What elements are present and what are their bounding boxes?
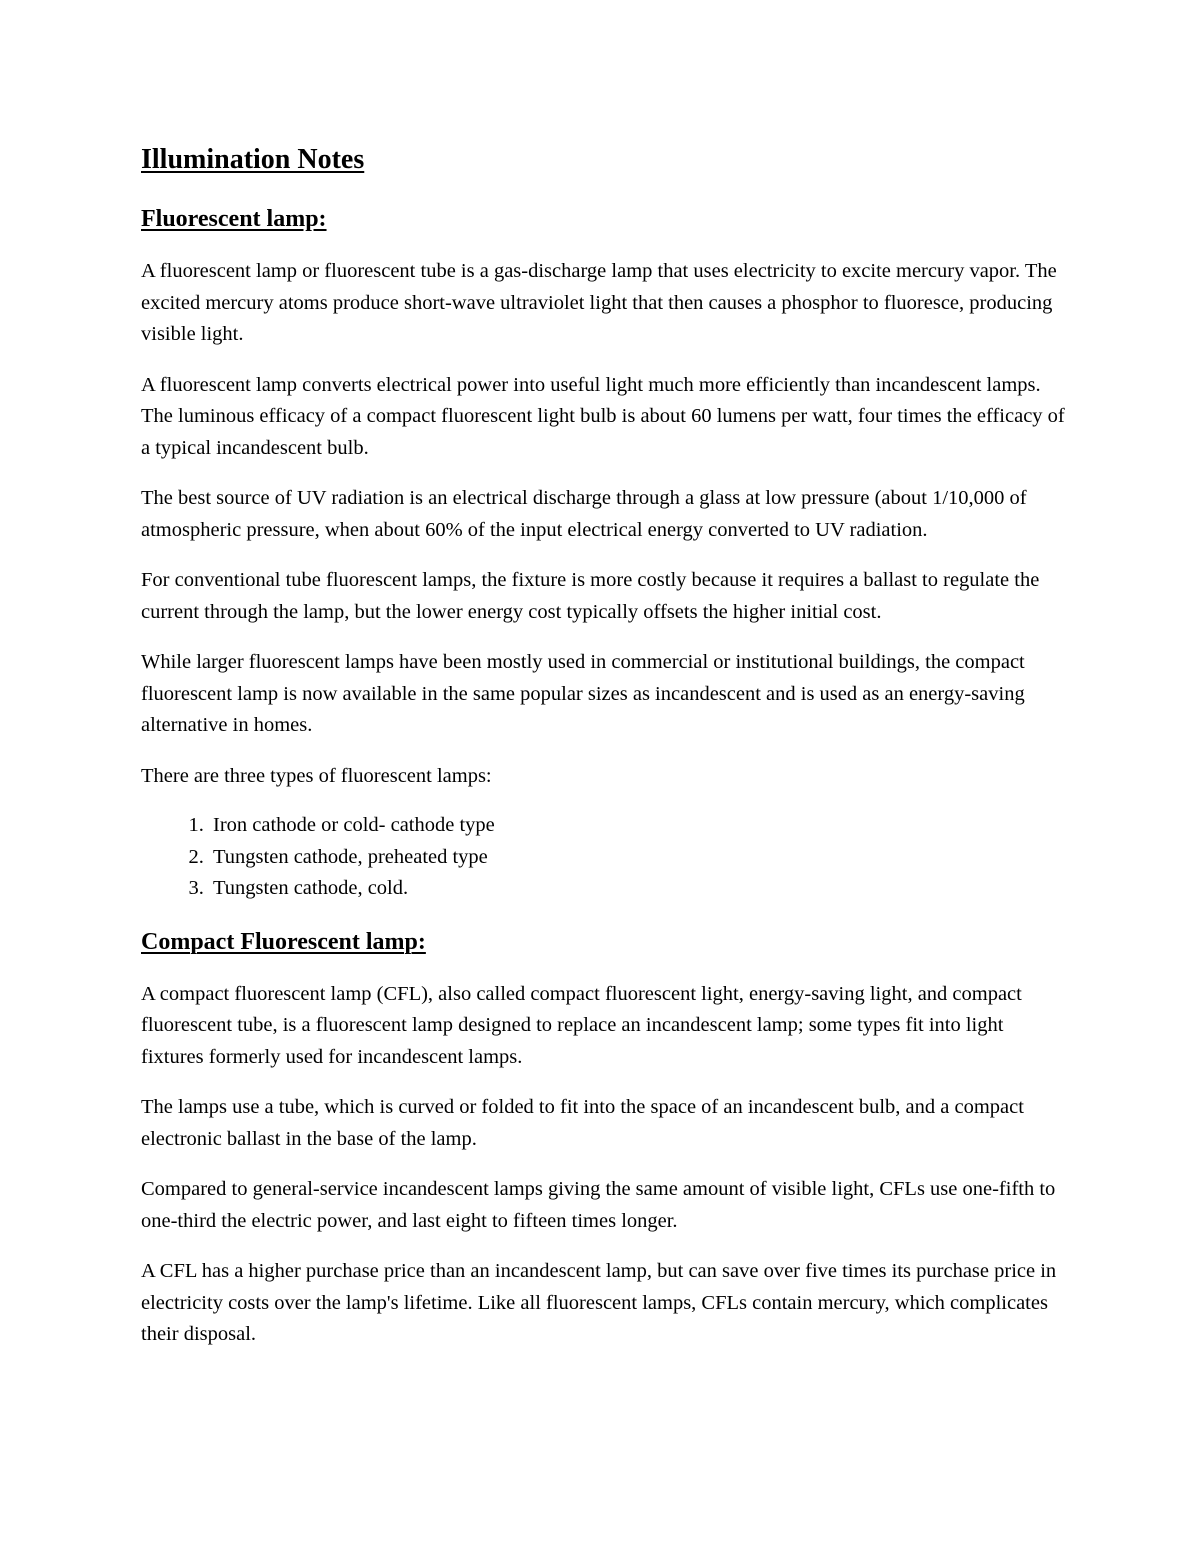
list-item: 3. Tungsten cathode, cold. — [209, 873, 1071, 905]
list-item: 2. Tungsten cathode, preheated type — [209, 842, 1071, 874]
paragraph: A compact fluorescent lamp (CFL), also called compact fluorescent light, energy-saving light, and compact fluorescent tube, is a fluorescent lamp designed to replace an incandescent lamp; some types fit into light fixtures formerly used for incandescent lamps. — [141, 982, 1022, 1068]
document-title: Illumination Notes — [141, 144, 365, 175]
list-intro-paragraph: There are three types of fluorescent lamps: — [141, 764, 492, 787]
paragraph: For conventional tube fluorescent lamps, the fixture is more costly because it requires a ballast to regulate the current through the lamp, but the lower energy cost typically offsets the higher initial cost. — [141, 569, 1040, 623]
section-heading-compact-fluorescent-lamp: Compact Fluorescent lamp: — [141, 928, 426, 955]
paragraph: While larger fluorescent lamps have been mostly used in commercial or institutional buildings, the compact fluorescent lamp is now available in the same popular sizes as incandescent and is used as an energy-saving alternative in homes. — [141, 651, 1025, 736]
paragraph: A CFL has a higher purchase price than an incandescent lamp, but can save over five times its purchase price in electricity costs over the lamp's lifetime. Like all fluorescent lamps, CFLs contain mercury, which complicates their disposal. — [141, 1260, 1057, 1345]
fluorescent-types-list — [141, 810, 1071, 905]
section-heading-fluorescent-lamp: Fluorescent lamp: — [141, 206, 327, 232]
document-page — [141, 138, 1071, 1351]
paragraph: A fluorescent lamp converts electrical power into useful light much more efficiently than incandescent lamps. The luminous efficacy of a compact fluorescent light bulb is about 60 lumens per watt, four times the efficacy of a typical incandescent bulb. — [141, 373, 1065, 459]
paragraph: A fluorescent lamp or fluorescent tube is a gas-discharge lamp that uses electricity to excite mercury vapor. The excited mercury atoms produce short-wave ultraviolet light that then causes a phosphor to fluoresce, producing visible light. — [141, 260, 1057, 345]
list-item: 1. Iron cathode or cold- cathode type — [209, 810, 1071, 842]
paragraph: The best source of UV radiation is an electrical discharge through a glass at low pressure (about 1/10,000 of atmospheric pressure, when about 60% of the input electrical energy converted to UV radiation. — [141, 487, 1027, 541]
paragraph: Compared to general-service incandescent lamps giving the same amount of visible light, CFLs use one-fifth to one-third the electric power, and last eight to fifteen times longer. — [141, 1178, 1056, 1232]
paragraph: The lamps use a tube, which is curved or folded to fit into the space of an incandescent bulb, and a compact electronic ballast in the base of the lamp. — [141, 1096, 1024, 1150]
